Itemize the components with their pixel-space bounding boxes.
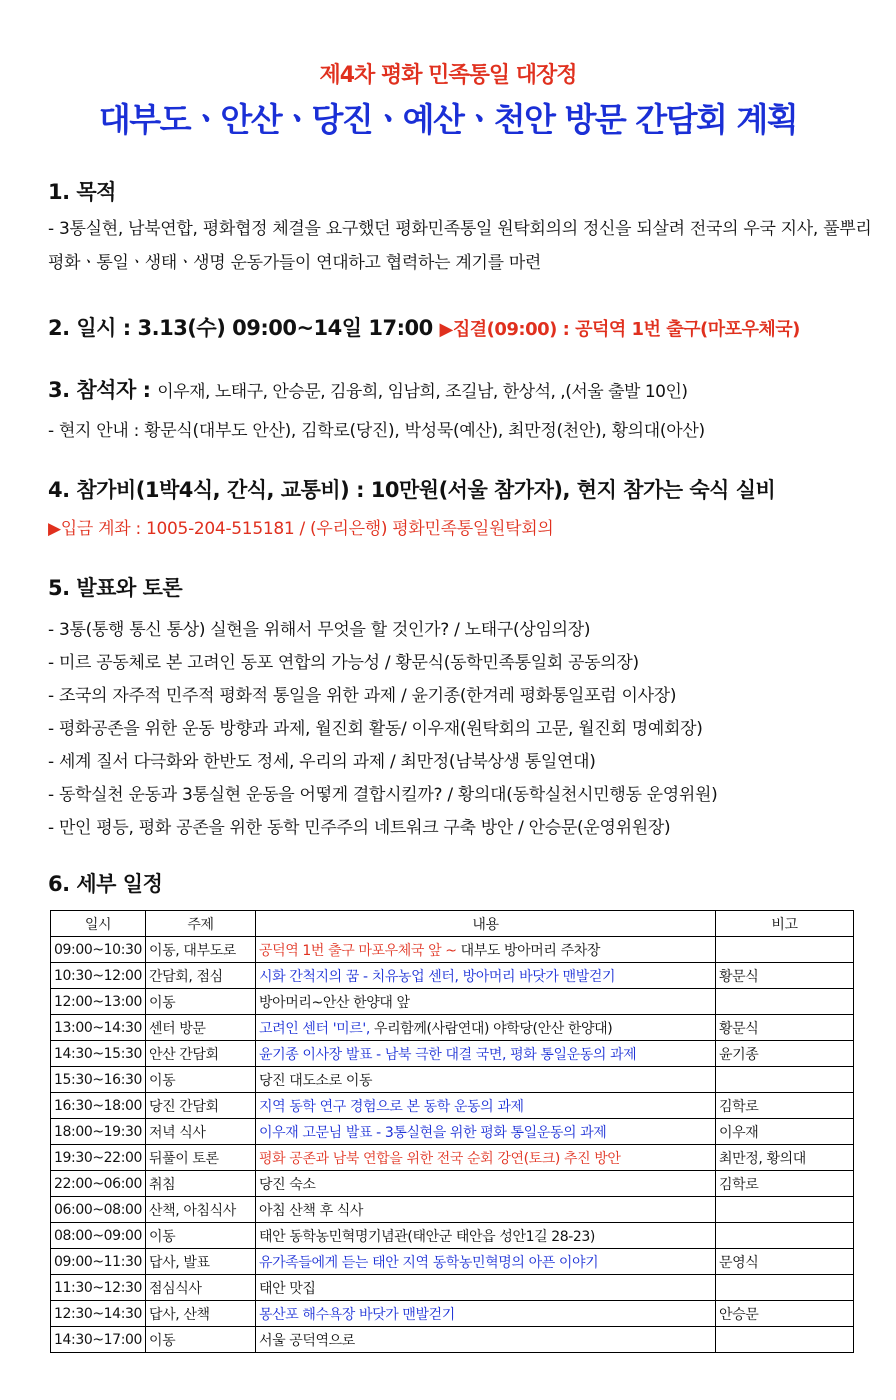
content-cell: 아침 산책 후 식사 xyxy=(256,1197,716,1223)
table-header-row xyxy=(51,911,854,937)
time-cell: 16:30~18:00 xyxy=(51,1093,146,1119)
time-cell: 09:00~10:30 xyxy=(51,937,146,963)
section-3-heading xyxy=(48,374,688,404)
table-row xyxy=(51,1275,854,1301)
note-cell xyxy=(716,1197,854,1223)
topic-cell: 뒤풀이 토론 xyxy=(146,1145,256,1171)
note-cell: 김학로 xyxy=(716,1093,854,1119)
content-cell: 시화 간척지의 꿈 - 치유농업 센터, 방아머리 바닷가 맨발걷기 xyxy=(256,963,716,989)
topic-cell: 저녁 식사 xyxy=(146,1119,256,1145)
note-cell: 이우재 xyxy=(716,1119,854,1145)
talk-item: - 평화공존을 위한 운동 방향과 과제, 월진회 활동/ 이우재(원탁회의 고문, 월진회 명예회장) xyxy=(48,719,703,739)
topic-cell: 간담회, 점심 xyxy=(146,963,256,989)
topic-cell: 이동 xyxy=(146,989,256,1015)
section-5-heading: 5. 발표와 토론 xyxy=(48,576,183,600)
table-row xyxy=(51,1171,854,1197)
table-row xyxy=(51,1197,854,1223)
time-cell: 06:00~08:00 xyxy=(51,1197,146,1223)
note-cell xyxy=(716,1223,854,1249)
note-cell xyxy=(716,1275,854,1301)
table-row xyxy=(51,1041,854,1067)
content-highlight: 공덕역 1번 출구 마포우체국 앞 ~ xyxy=(259,942,457,959)
time-cell: 12:30~14:30 xyxy=(51,1301,146,1327)
topic-cell: 당진 간담회 xyxy=(146,1093,256,1119)
table-row xyxy=(51,1301,854,1327)
time-cell: 19:30~22:00 xyxy=(51,1145,146,1171)
time-cell: 10:30~12:00 xyxy=(51,963,146,989)
table-row xyxy=(51,1223,854,1249)
table-row xyxy=(51,937,854,963)
content-cell xyxy=(256,937,716,963)
note-cell xyxy=(716,1067,854,1093)
content-cell: 지역 동학 연구 경험으로 본 동학 운동의 과제 xyxy=(256,1093,716,1119)
topic-cell: 취침 xyxy=(146,1171,256,1197)
column-header: 내용 xyxy=(256,911,716,937)
table-row xyxy=(51,1249,854,1275)
content-cell: 당진 대도소로 이동 xyxy=(256,1067,716,1093)
note-cell: 황문식 xyxy=(716,1015,854,1041)
time-cell: 09:00~11:30 xyxy=(51,1249,146,1275)
topic-cell: 이동 xyxy=(146,1223,256,1249)
content-cell: 당진 숙소 xyxy=(256,1171,716,1197)
note-cell: 문영식 xyxy=(716,1249,854,1275)
section-2-heading xyxy=(48,312,800,342)
note-cell xyxy=(716,989,854,1015)
time-cell: 11:30~12:30 xyxy=(51,1275,146,1301)
topic-cell: 이동 xyxy=(146,1067,256,1093)
content-highlight: 고려인 센터 '미르', xyxy=(259,1020,370,1037)
time-cell: 08:00~09:00 xyxy=(51,1223,146,1249)
table-row xyxy=(51,963,854,989)
time-cell: 15:30~16:30 xyxy=(51,1067,146,1093)
section-6-heading: 6. 세부 일정 xyxy=(48,872,163,896)
content-cell: 유가족들에게 듣는 태안 지역 동학농민혁명의 아픈 이야기 xyxy=(256,1249,716,1275)
topic-cell: 점심식사 xyxy=(146,1275,256,1301)
content-cell: 방아머리~안산 한양대 앞 xyxy=(256,989,716,1015)
attendees-list: 이우재, 노태구, 안승문, 김융희, 임남희, 조길남, 한상석, ,(서울 출발 10인) xyxy=(157,382,688,402)
talk-item: - 미르 공동체로 본 고려인 동포 연합의 가능성 / 황문식(동학민족통일회 공동의장) xyxy=(48,653,639,673)
section-1-heading: 1. 목적 xyxy=(48,180,116,204)
talk-item: - 만인 평등, 평화 공존을 위한 동학 민주주의 네트워크 구축 방안 / 안승문(운영위원장) xyxy=(48,818,671,838)
local-guides: - 현지 안내 : 황문식(대부도 안산), 김학로(당진), 박성묵(예산), 최만정(천안), 황의대(아산) xyxy=(48,421,705,441)
bank-account: ▶입금 계좌 : 1005-204-515181 / (우리은행) 평화민족통일원탁회의 xyxy=(48,519,554,539)
topic-cell: 센터 방문 xyxy=(146,1015,256,1041)
content-cell: 평화 공존과 남북 연합을 위한 전국 순회 강연(토크) 추진 방안 xyxy=(256,1145,716,1171)
table-row xyxy=(51,1015,854,1041)
meeting-point: ▶집결(09:00) : 공덕역 1번 출구(마포우체국) xyxy=(439,319,800,340)
schedule-date: 2. 일시 : 3.13(수) 09:00~14일 17:00 xyxy=(48,316,433,340)
table-row xyxy=(51,1327,854,1353)
time-cell: 12:00~13:00 xyxy=(51,989,146,1015)
content-cell: 윤기종 이사장 발표 - 남북 극한 대결 국면, 평화 통일운동의 과제 xyxy=(256,1041,716,1067)
note-cell: 윤기종 xyxy=(716,1041,854,1067)
column-header: 비고 xyxy=(716,911,854,937)
time-cell: 22:00~06:00 xyxy=(51,1171,146,1197)
doc-subtitle: 제4차 평화 민족통일 대장정 xyxy=(319,63,577,88)
section-1-text: - 3통실현, 남북연합, 평화협정 체결을 요구했던 평화민족통일 원탁회의의 정신을 되살려 전국의 우국 지사, 풀뿌리 평화ㆍ통일ㆍ생태ㆍ생명 운동가들이 연대하고 협력하는 계기를 마련 xyxy=(48,219,872,273)
note-cell xyxy=(716,937,854,963)
content-cell: 태안 동학농민혁명기념관(태안군 태안읍 성안1길 28-23) xyxy=(256,1223,716,1249)
section-4-heading: 4. 참가비(1박4식, 간식, 교통비) : 10만원(서울 참가자), 현지 참가는 숙식 실비 xyxy=(48,478,776,502)
topic-cell: 산책, 아침식사 xyxy=(146,1197,256,1223)
content-cell: 태안 맛집 xyxy=(256,1275,716,1301)
table-row xyxy=(51,1145,854,1171)
talk-item: - 조국의 자주적 민주적 평화적 통일을 위한 과제 / 윤기종(한겨레 평화통일포럼 이사장) xyxy=(48,686,677,706)
topic-cell: 이동, 대부도로 xyxy=(146,937,256,963)
attendees-label: 3. 참석자 : xyxy=(48,378,151,402)
schedule-table xyxy=(50,910,854,1353)
talk-item: - 세계 질서 다극화와 한반도 정세, 우리의 과제 / 최만정(남북상생 통일연대) xyxy=(48,752,596,772)
topic-cell: 답사, 발표 xyxy=(146,1249,256,1275)
column-header: 주제 xyxy=(146,911,256,937)
note-cell: 최만정, 황의대 xyxy=(716,1145,854,1171)
column-header: 일시 xyxy=(51,911,146,937)
content-cell xyxy=(256,1015,716,1041)
note-cell: 황문식 xyxy=(716,963,854,989)
content-text: 우리함께(사람연대) 야학당(안산 한양대) xyxy=(369,1020,613,1037)
time-cell: 14:30~17:00 xyxy=(51,1327,146,1353)
time-cell: 13:00~14:30 xyxy=(51,1015,146,1041)
table-row xyxy=(51,989,854,1015)
note-cell: 안승문 xyxy=(716,1301,854,1327)
content-cell: 서울 공덕역으로 xyxy=(256,1327,716,1353)
table-row xyxy=(51,1119,854,1145)
content-cell: 이우재 고문님 발표 - 3통실현을 위한 평화 통일운동의 과제 xyxy=(256,1119,716,1145)
note-cell xyxy=(716,1327,854,1353)
topic-cell: 안산 간담회 xyxy=(146,1041,256,1067)
topic-cell: 답사, 산책 xyxy=(146,1301,256,1327)
talk-item: - 동학실천 운동과 3통실현 운동을 어떻게 결합시킬까? / 황의대(동학실천시민행동 운영위원) xyxy=(48,785,718,805)
table-row xyxy=(51,1093,854,1119)
note-cell: 김학로 xyxy=(716,1171,854,1197)
table-row xyxy=(51,1067,854,1093)
doc-title: 대부도ㆍ안산ㆍ당진ㆍ예산ㆍ천안 방문 간담회 계획 xyxy=(98,100,798,139)
content-text: 대부도 방아머리 주차장 xyxy=(456,942,600,959)
time-cell: 18:00~19:30 xyxy=(51,1119,146,1145)
talk-item: - 3통(통행 통신 통상) 실현을 위해서 무엇을 할 것인가? / 노태구(상임의장) xyxy=(48,620,591,640)
topic-cell: 이동 xyxy=(146,1327,256,1353)
time-cell: 14:30~15:30 xyxy=(51,1041,146,1067)
content-cell: 몽산포 해수욕장 바닷가 맨발걷기 xyxy=(256,1301,716,1327)
